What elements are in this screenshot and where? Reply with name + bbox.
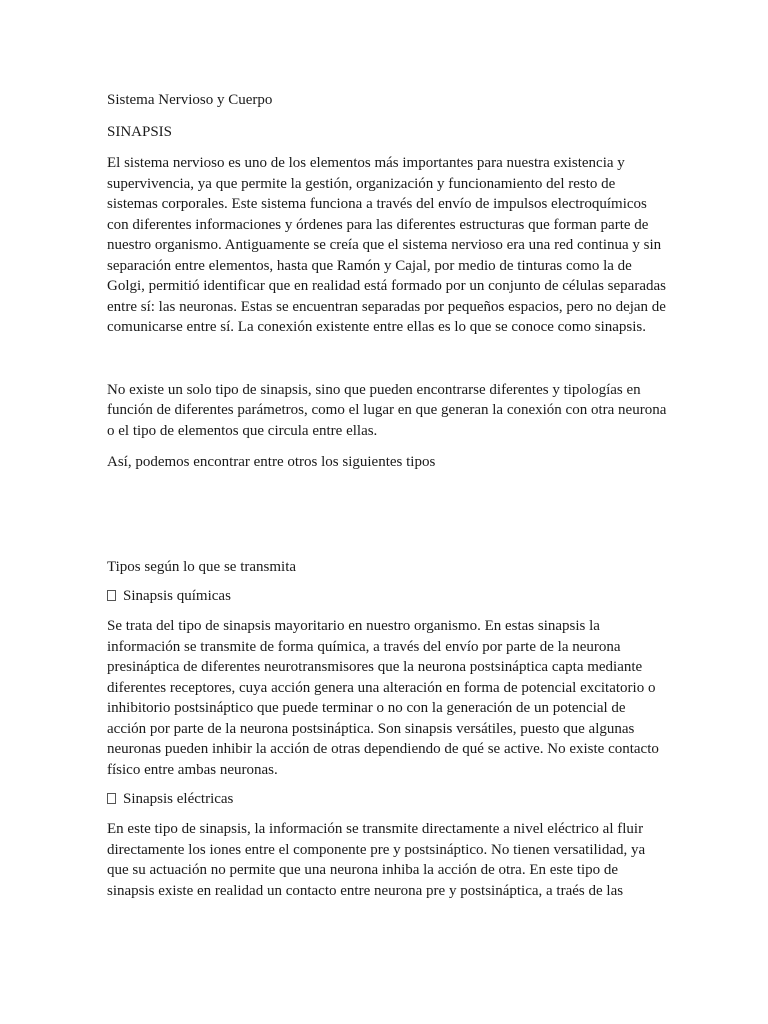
electrical-paragraph: En este tipo de sinapsis, la información se transmite directamente a nivel eléctrico al fluir directamente los iones entre el componente pre y postsináptico. No tienen versatilidad, ya que su actuación no permite que una neurona inhiba la acción de otra. En este tipo de sinapsis existe en realidad un contacto entre neurona pre y postsináptica, a traés de las [107,821,646,899]
chemical-paragraph: Se trata del tipo de sinapsis mayoritario en nuestro organismo. En estas sinapsis la información se transmite de forma química, a través del envío por parte de la neurona presináptica de diferentes neurotransmisores que la neurona postsináptica capta mediante diferentes receptores, cuya acción genera una alteración en forma de potencial excitatorio o inhibitorio postsináptico que puede terminar o no con la generación de un potencial de acción por parte de la neurona postsináptica. Son sinapsis versátiles, puesto que algunas neuronas pueden inhibir la acción de otras dependiendo de qué se active. No existe contacto físico entre ambas neuronas. [107,618,659,778]
bullet-electrical-label: Sinapsis eléctricas [123,791,234,807]
document-page [107,90,667,912]
types-paragraph: No existe un solo tipo de sinapsis, sino que pueden encontrarse diferentes y tipologías en función de diferentes parámetros, como el lugar en que generan la conexión con otra neurona o el tipo de elementos que circula entre ellas. [107,381,667,439]
document-title: Sistema Nervioso y Cuerpo [107,92,273,108]
intro-paragraph: El sistema nervioso es uno de los elementos más importantes para nuestra existencia y supervivencia, ya que permite la gestión, organización y funcionamiento del resto de sistemas corporales. Este sistema funciona a través del envío de impulsos electroquímicos con diferentes informaciones y órdenes para las diferentes estructuras que forman parte de nuestro organismo. Antiguamente se creía que el sistema nervioso era una red continua y sin separación entre elementos, hasta que Ramón y Cajal, por medio de tinturas como la de Golgi, permitió identificar que en realidad está formado por un conjunto de células separadas entre sí: las neuronas. Estas se encuentran separadas por pequeños espacios, pero no dejan de comunicarse entre sí. La conexión existente entre ellas es lo que se conoce como sinapsis. [107,155,666,335]
bullet-chemical [107,588,667,605]
section-title: SINAPSIS [107,123,173,140]
missing-glyph-bullet-icon [107,590,116,601]
missing-glyph-bullet-icon [107,793,116,804]
bullet-chemical-label: Sinapsis químicas [123,588,231,604]
subsection-title: Tipos según lo que se transmita [107,558,297,575]
blank-line [107,349,667,380]
blank-lines [107,484,667,557]
types-intro: Así, podemos encontrar entre otros los siguientes tipos [107,454,436,470]
bullet-electrical [107,791,667,808]
